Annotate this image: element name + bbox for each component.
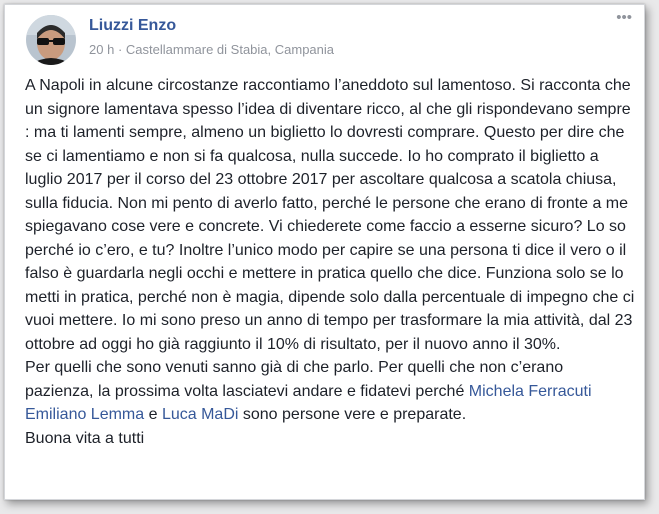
post-meta xyxy=(89,42,334,57)
conjunction-text: e xyxy=(144,406,162,423)
post-body xyxy=(25,74,635,450)
facebook-post-card xyxy=(4,4,645,500)
post-timestamp[interactable]: 20 h xyxy=(89,42,115,57)
post-paragraph-2-end: sono persone vere e preparate. xyxy=(238,406,467,423)
author-avatar[interactable] xyxy=(26,15,76,65)
mention-luca-madi[interactable]: Luca MaDi xyxy=(161,406,239,423)
post-paragraph-2-text: Per quelli che sono venuti sanno già di che parlo. Per quelli che non c’erano pazienza, la prossima volta lasciatevi andare e fidatevi perché xyxy=(25,359,564,400)
post-paragraph-1: A Napoli in alcune circostanze raccontiamo l’aneddoto sul lamentoso. Si racconta che un signore lamentava spesso l’idea di diventare ricco, al che gli rispondevano sempre : ma ti lamenti sempre, almeno un biglietto lo dovresti comprare. Questo per dire che se ci lamentiamo e non si fa qualcosa, nulla succede. Io ho comprato il biglietto a luglio 2017 per il corso del 23 ottobre 2017 per ascoltare qualcosa a scatola chiusa, sulla fiducia. Non mi pento di averlo fatto, perché le persone che erano di fronte a me spiegavano cose vere e concrete. Vi chiederete come faccio a esserne sicuro? Lo so perché io c’ero, e tu? Inoltre l’unico modo per capire se una persona ti dice il vero o il falso è guardarla negli occhi e mettere in pratica quello che dice. Funziona solo se lo metti in pratica, perché non è magia, dipende solo dalla percentuale di impegno che ci vuoi mettere. Io mi sono preso un anno di tempo per trasformare la mia attività, dal 23 ottobre ad oggi ho già raggiunto il 10% di risultato, per il nuovo anno il 30%. xyxy=(25,77,635,353)
author-name[interactable]: Liuzzi Enzo xyxy=(89,17,177,34)
meta-separator: · xyxy=(117,42,123,57)
mention-michela-ferracuti[interactable]: Michela Ferracuti xyxy=(468,382,592,400)
post-paragraph-3: Buona vita a tutti xyxy=(25,429,145,447)
post-location[interactable]: Castellammare di Stabia, Campania xyxy=(125,42,335,57)
mention-emiliano-lemma[interactable]: Emiliano Lemma xyxy=(25,406,145,423)
post-paragraph-2 xyxy=(25,356,635,427)
more-horizontal-icon[interactable]: ••• xyxy=(616,9,632,26)
